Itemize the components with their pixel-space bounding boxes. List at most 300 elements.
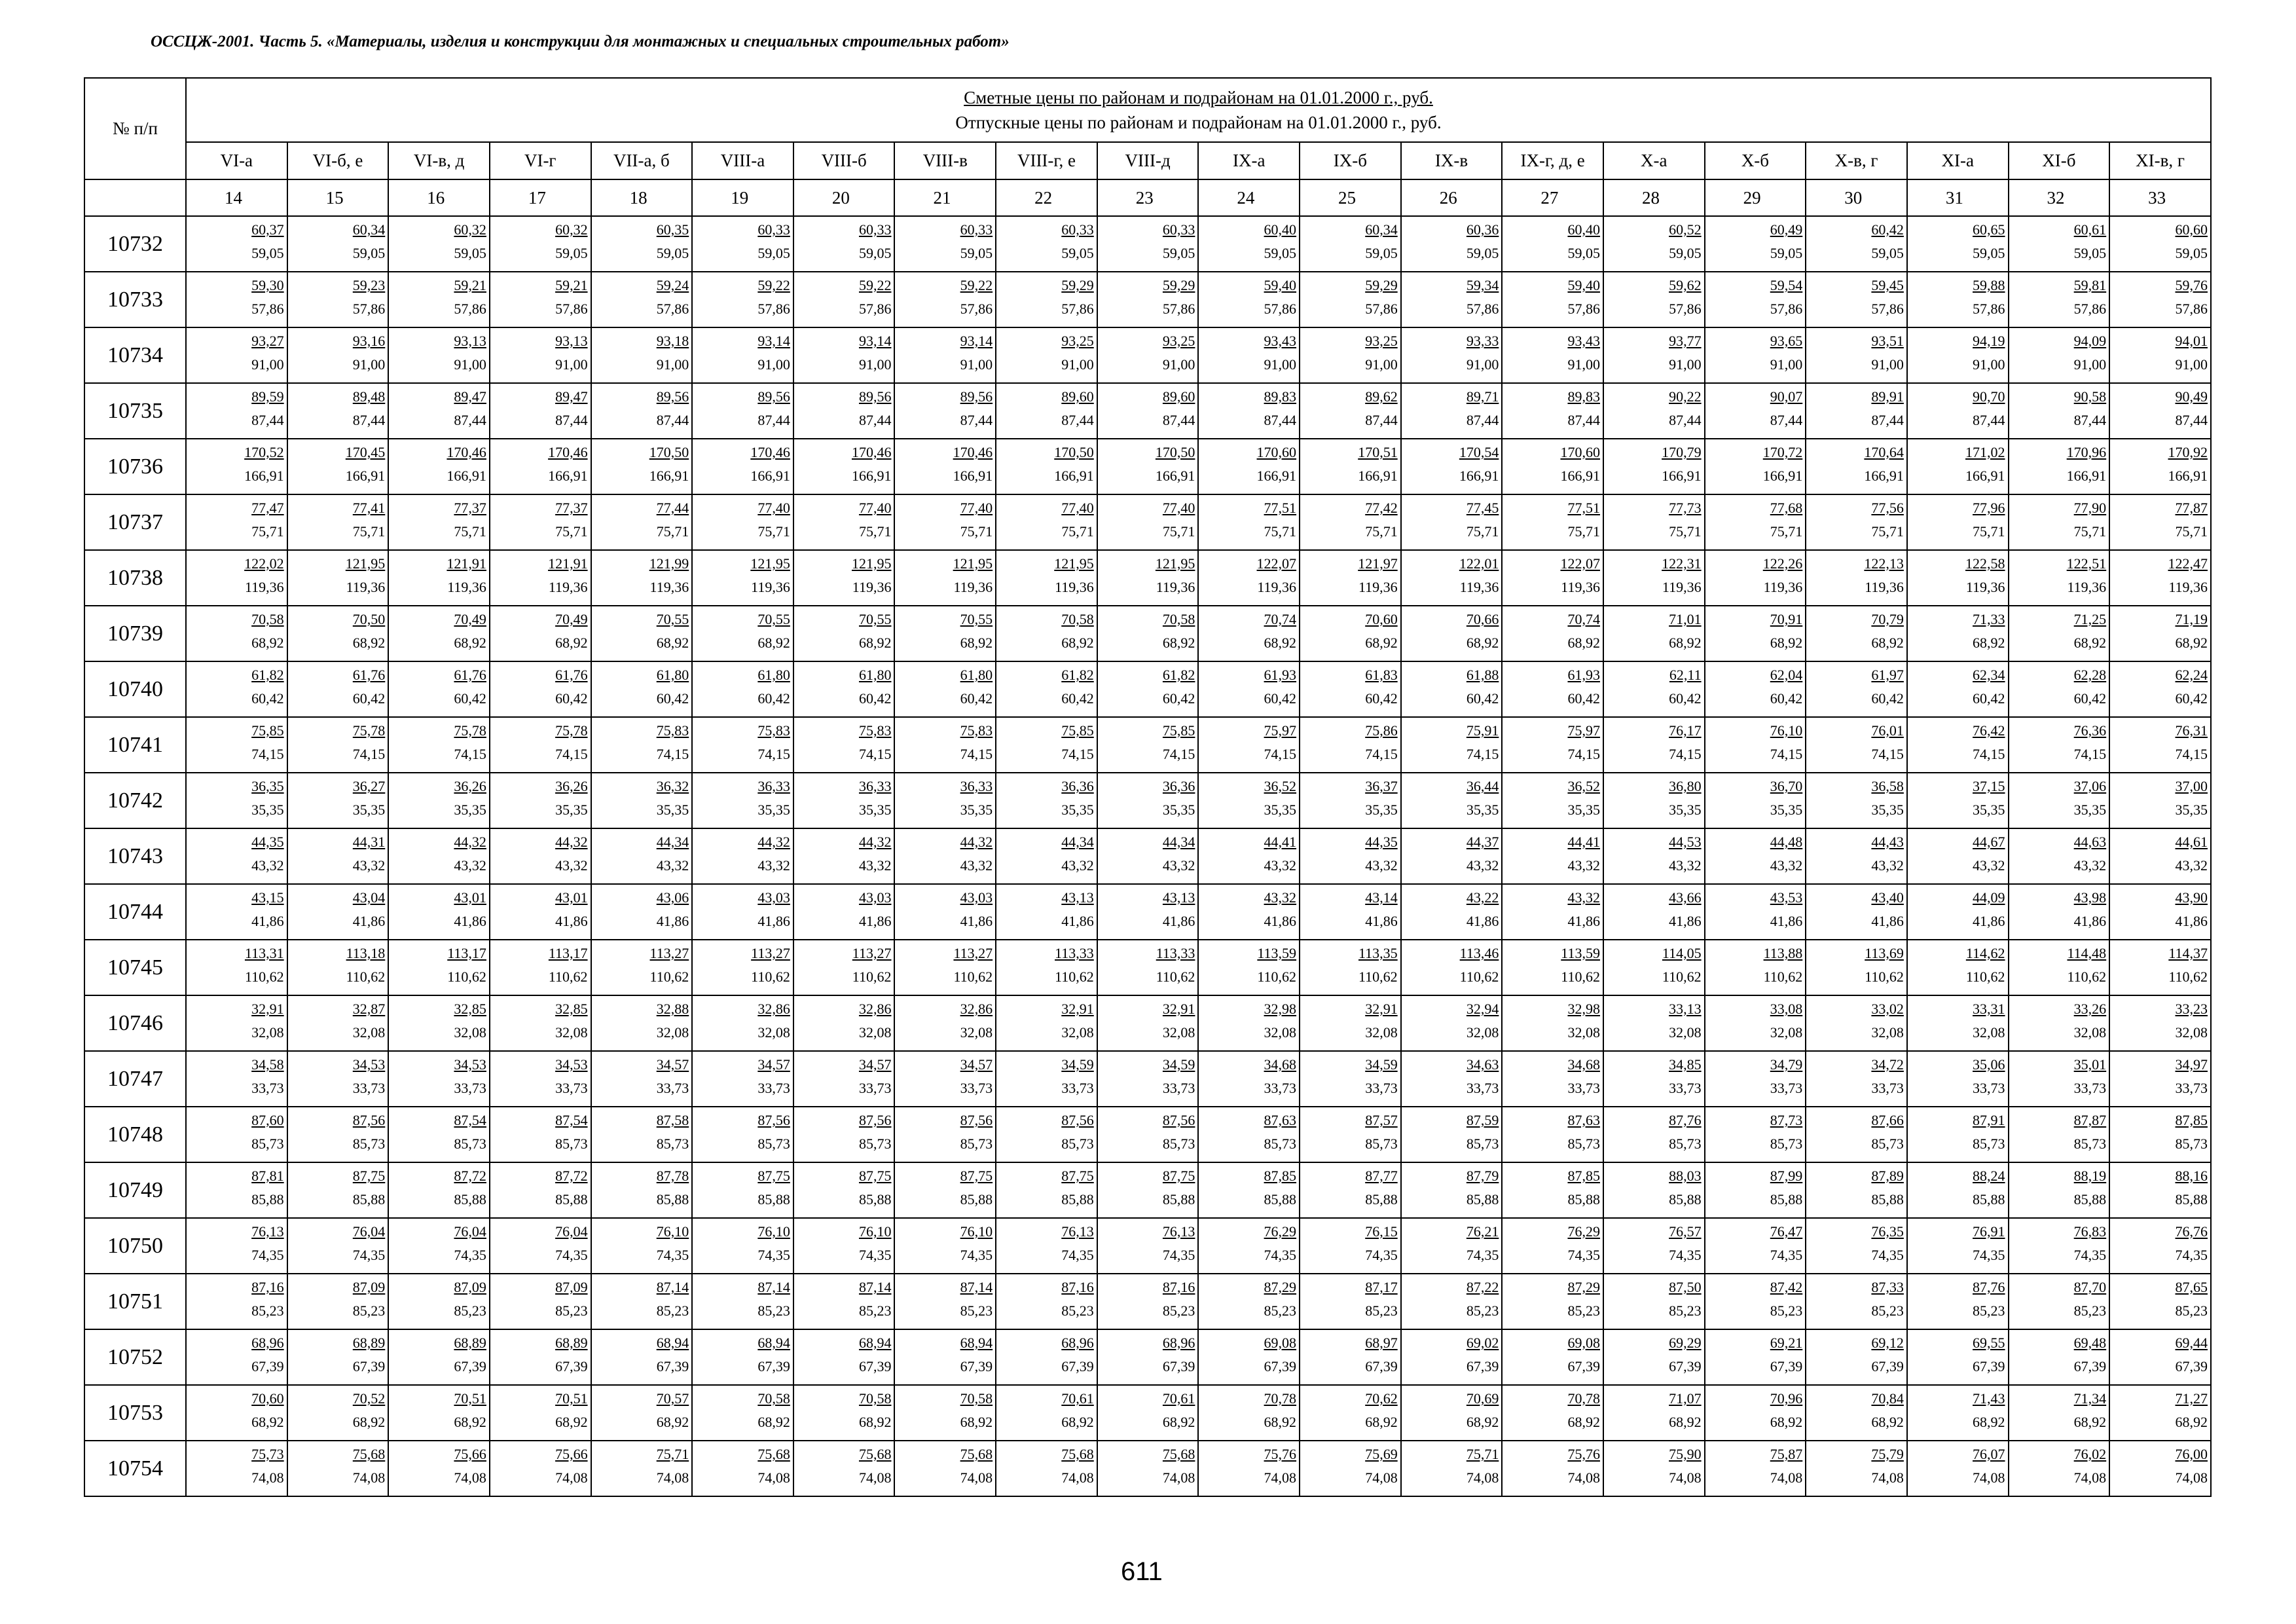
price-cell [1806,439,1907,494]
price-cell [1300,717,1401,773]
estimated-price: 70,55 [858,611,892,627]
estimated-price: 70,58 [858,1390,892,1407]
price-cell [2009,1274,2110,1329]
price-cell [793,1274,895,1329]
price-cell [591,439,693,494]
release-price: 68,92 [1365,1414,1398,1430]
price-cell [1198,884,1300,940]
price-cell [1705,717,1806,773]
estimated-price: 68,89 [454,1335,486,1351]
release-price: 119,36 [1763,579,1803,595]
release-price: 43,32 [352,857,386,874]
price-cell [793,661,895,717]
estimated-price: 33,31 [1973,1001,2005,1017]
estimated-price: 90,22 [1669,388,1702,405]
price-cell [1603,940,1705,995]
price-cell [692,272,793,327]
estimated-price: 76,04 [454,1223,486,1240]
release-price: 60,42 [1162,690,1195,707]
release-price: 91,00 [1973,356,2005,373]
price-cell [287,272,389,327]
region-header: XI-а [1907,142,2009,179]
release-price: 110,62 [751,969,790,985]
price-cell [793,494,895,550]
price-cell [490,216,591,272]
estimated-price: 87,72 [454,1168,486,1184]
table-row [84,940,2211,995]
price-cell [1198,327,1300,383]
estimated-price: 32,91 [251,1001,284,1017]
region-header: X-б [1705,142,1806,179]
release-price: 85,88 [251,1191,284,1208]
estimated-price: 59,88 [1973,277,2005,293]
estimated-price: 43,03 [858,889,892,906]
release-price: 74,35 [960,1247,993,1263]
estimated-price: 93,18 [656,333,689,349]
item-code: 10743 [84,828,186,884]
release-price: 41,86 [1466,913,1499,929]
price-cell [186,940,287,995]
release-price: 166,91 [1155,468,1195,484]
price-cell [1705,828,1806,884]
release-price: 119,36 [1257,579,1297,595]
price-cell [1705,550,1806,606]
price-cell [1097,1329,1199,1385]
release-price: 119,36 [2067,579,2107,595]
price-cell [287,884,389,940]
release-price: 87,44 [2175,412,2208,428]
column-number: 28 [1603,179,1705,216]
price-cell [1806,550,1907,606]
region-header: VIII-а [692,142,793,179]
price-cell [1603,1329,1705,1385]
price-cell [1198,439,1300,494]
price-cell [1401,717,1503,773]
table-title [186,78,2211,142]
release-price: 74,35 [1567,1247,1600,1263]
estimated-price: 36,32 [656,778,689,794]
price-cell [186,1162,287,1218]
release-price: 32,08 [2073,1024,2107,1041]
estimated-price: 43,01 [555,889,588,906]
release-price: 41,86 [2073,913,2107,929]
release-price: 110,62 [244,969,284,985]
item-code: 10734 [84,327,186,383]
release-price: 68,92 [858,635,892,651]
price-cell [1300,606,1401,661]
release-price: 85,73 [454,1135,486,1152]
price-cell [1705,327,1806,383]
price-cell [2009,1218,2110,1274]
price-cell [1806,1274,1907,1329]
estimated-price: 93,13 [454,333,486,349]
price-cell [287,940,389,995]
price-cell [1806,884,1907,940]
estimated-price: 77,45 [1466,500,1499,516]
price-cell [1198,1218,1300,1274]
price-cell [388,1385,490,1441]
release-price: 32,08 [251,1024,284,1041]
price-cell [186,494,287,550]
release-price: 119,36 [953,579,993,595]
estimated-price: 36,80 [1669,778,1702,794]
price-cell [793,1441,895,1496]
estimated-price: 60,36 [1466,221,1499,238]
price-cell [1502,272,1603,327]
estimated-price: 93,43 [1567,333,1600,349]
estimated-price: 59,81 [2073,277,2107,293]
price-cell [1300,940,1401,995]
release-price: 57,86 [555,301,588,317]
estimated-price: 170,46 [750,444,790,460]
estimated-price: 37,06 [2073,778,2107,794]
estimated-price: 170,50 [1054,444,1094,460]
estimated-price: 61,76 [555,667,588,683]
estimated-price: 93,77 [1669,333,1702,349]
price-cell [490,1051,591,1107]
estimated-price: 76,29 [1264,1223,1297,1240]
price-cell [1907,1441,2009,1496]
table-row [84,606,2211,661]
estimated-price: 34,57 [960,1056,993,1073]
price-cell [1705,272,1806,327]
estimated-price: 77,37 [555,500,588,516]
estimated-price: 122,58 [1965,555,2005,572]
estimated-price: 75,66 [555,1446,588,1462]
price-cell [1705,1441,1806,1496]
item-code: 10742 [84,773,186,828]
estimated-price: 43,53 [1770,889,1803,906]
estimated-price: 87,75 [1162,1168,1195,1184]
release-price: 166,91 [1864,468,1904,484]
price-cell [996,1329,1097,1385]
estimated-price: 76,04 [352,1223,386,1240]
estimated-price: 70,78 [1567,1390,1600,1407]
estimated-price: 43,22 [1466,889,1499,906]
estimated-price: 76,13 [251,1223,284,1240]
price-cell [1806,995,1907,1051]
estimated-price: 70,78 [1264,1390,1297,1407]
price-cell [793,884,895,940]
estimated-price: 32,88 [656,1001,689,1017]
price-cell [591,606,693,661]
price-cell [591,1218,693,1274]
table-row [84,773,2211,828]
estimated-price: 75,78 [352,722,386,739]
release-price: 43,32 [1162,857,1195,874]
region-header: VI-а [186,142,287,179]
release-price: 60,42 [454,690,486,707]
release-price: 110,62 [1965,969,2005,985]
price-cell [996,272,1097,327]
release-price: 119,36 [548,579,588,595]
price-cell [894,439,996,494]
price-cell [1806,773,1907,828]
estimated-price: 75,76 [1264,1446,1297,1462]
release-price: 33,73 [352,1080,386,1096]
estimated-price: 87,85 [2175,1112,2208,1128]
price-cell [1705,1385,1806,1441]
price-cell [1401,773,1503,828]
release-price: 74,35 [2073,1247,2107,1263]
price-cell [1502,995,1603,1051]
price-cell [1097,1107,1199,1162]
release-price: 74,15 [1669,746,1702,762]
column-number: 22 [996,179,1097,216]
page-number: 611 [1121,1557,1163,1586]
estimated-price: 75,71 [656,1446,689,1462]
estimated-price: 93,27 [251,333,284,349]
price-cell [996,717,1097,773]
price-cell [1300,439,1401,494]
estimated-price: 76,15 [1365,1223,1398,1240]
estimated-price: 121,95 [345,555,386,572]
release-price: 91,00 [1669,356,1702,373]
price-cell [1097,439,1199,494]
estimated-price: 68,89 [555,1335,588,1351]
release-price: 57,86 [858,301,892,317]
estimated-price: 70,49 [555,611,588,627]
estimated-price: 170,50 [1155,444,1195,460]
column-number: 21 [894,179,996,216]
price-cell [1603,550,1705,606]
release-price: 60,42 [858,690,892,707]
release-price: 74,08 [352,1469,386,1486]
release-price: 74,08 [757,1469,790,1486]
release-price: 32,08 [555,1024,588,1041]
release-price: 85,73 [2073,1135,2107,1152]
release-price: 85,88 [1466,1191,1499,1208]
release-price: 74,15 [1061,746,1094,762]
price-cell [2009,940,2110,995]
price-cell [490,327,591,383]
table-row [84,327,2211,383]
estimated-price: 87,87 [2073,1112,2107,1128]
release-price: 57,86 [1466,301,1499,317]
estimated-price: 60,33 [1162,221,1195,238]
estimated-price: 76,76 [2175,1223,2208,1240]
release-price: 74,35 [1770,1247,1803,1263]
estimated-price: 75,91 [1466,722,1499,739]
release-price: 68,92 [1669,1414,1702,1430]
release-price: 110,62 [649,969,689,985]
region-header: X-а [1603,142,1705,179]
price-cell [2009,828,2110,884]
price-cell [793,606,895,661]
estimated-price: 75,90 [1669,1446,1702,1462]
price-cell [894,1329,996,1385]
price-cell [793,940,895,995]
release-price: 85,23 [1770,1302,1803,1319]
estimated-price: 170,92 [2168,444,2208,460]
price-cell [1806,661,1907,717]
release-price: 85,23 [858,1302,892,1319]
price-cell [793,995,895,1051]
estimated-price: 89,83 [1567,388,1600,405]
estimated-price: 59,22 [757,277,790,293]
price-cell [591,216,693,272]
price-cell [186,216,287,272]
estimated-price: 87,79 [1466,1168,1499,1184]
price-cell [1907,1274,2009,1329]
estimated-price: 33,26 [2073,1001,2107,1017]
estimated-price-title: Сметные цены по районам и подрайонам на 01.01.2000 г., руб. [964,88,1433,107]
release-price: 85,23 [454,1302,486,1319]
price-cell [1502,327,1603,383]
price-cell [1907,828,2009,884]
estimated-price: 76,17 [1669,722,1702,739]
estimated-price: 36,26 [555,778,588,794]
price-cell [1300,661,1401,717]
estimated-price: 36,37 [1365,778,1398,794]
price-cell [1401,1385,1503,1441]
release-price: 87,44 [352,412,386,428]
estimated-price: 34,79 [1770,1056,1803,1073]
estimated-price: 87,29 [1567,1279,1600,1295]
release-price: 110,62 [1865,969,1904,985]
release-price: 119,36 [751,579,790,595]
price-cell [1198,606,1300,661]
estimated-price: 87,16 [251,1279,284,1295]
release-price: 32,08 [2175,1024,2208,1041]
price-cell [996,439,1097,494]
price-cell [2109,272,2211,327]
region-header: XI-в, г [2109,142,2211,179]
estimated-price: 87,09 [352,1279,386,1295]
release-price: 85,73 [1871,1135,1904,1152]
release-price: 75,71 [1669,523,1702,540]
release-price: 60,42 [1669,690,1702,707]
estimated-price: 77,42 [1365,500,1398,516]
price-cell [1907,383,2009,439]
estimated-price: 59,21 [555,277,588,293]
release-price: 41,86 [1871,913,1904,929]
release-price: 87,44 [858,412,892,428]
release-price: 32,08 [757,1024,790,1041]
release-price: 85,73 [656,1135,689,1152]
release-price: 33,73 [1871,1080,1904,1096]
table-row [84,1385,2211,1441]
price-cell [287,550,389,606]
release-price: 166,91 [649,468,689,484]
release-price: 43,32 [1264,857,1297,874]
price-cell [186,383,287,439]
price-cell [1603,828,1705,884]
price-cell [1198,1441,1300,1496]
estimated-price: 88,24 [1973,1168,2005,1184]
release-price: 32,08 [1162,1024,1195,1041]
estimated-price: 87,29 [1264,1279,1297,1295]
price-cell [2109,828,2211,884]
release-price: 33,73 [858,1080,892,1096]
release-price: 75,71 [1061,523,1094,540]
estimated-price: 75,68 [352,1446,386,1462]
price-cell [1806,828,1907,884]
estimated-price: 34,85 [1669,1056,1702,1073]
estimated-price: 170,50 [649,444,689,460]
estimated-price: 43,03 [960,889,993,906]
price-cell [287,439,389,494]
price-cell [1806,1218,1907,1274]
price-cell [490,1218,591,1274]
release-price: 59,05 [858,245,892,261]
price-cell [591,272,693,327]
price-cell [1097,995,1199,1051]
release-price: 87,44 [555,412,588,428]
release-price: 41,86 [1770,913,1803,929]
price-cell [692,383,793,439]
estimated-price: 87,09 [454,1279,486,1295]
price-cell [1300,1051,1401,1107]
estimated-price: 36,52 [1264,778,1297,794]
estimated-price: 44,35 [1365,834,1398,850]
estimated-price: 89,47 [555,388,588,405]
estimated-price: 77,44 [656,500,689,516]
price-cell [1502,1162,1603,1218]
price-cell [692,439,793,494]
estimated-price: 60,52 [1669,221,1702,238]
column-number: 32 [2009,179,2110,216]
price-cell [2009,1107,2110,1162]
price-cell [1603,1441,1705,1496]
estimated-price: 59,76 [2175,277,2208,293]
release-price: 85,73 [858,1135,892,1152]
estimated-price: 170,51 [1358,444,1398,460]
price-cell [996,884,1097,940]
price-cell [1300,1218,1401,1274]
release-price: 75,71 [656,523,689,540]
release-price: 32,08 [1567,1024,1600,1041]
price-cell [186,439,287,494]
estimated-price: 113,17 [447,945,486,961]
release-price: 59,05 [454,245,486,261]
price-cell [186,327,287,383]
price-cell [1907,1162,2009,1218]
release-price: 32,08 [656,1024,689,1041]
release-price: 110,62 [2067,969,2107,985]
price-cell [1705,606,1806,661]
estimated-price: 87,78 [656,1168,689,1184]
estimated-price: 36,26 [454,778,486,794]
price-cell [1603,1385,1705,1441]
release-price: 59,05 [555,245,588,261]
price-cell [186,1051,287,1107]
estimated-price: 70,58 [960,1390,993,1407]
release-price: 33,73 [251,1080,284,1096]
release-price: 59,05 [757,245,790,261]
price-cell [1907,773,2009,828]
price-cell [186,1107,287,1162]
price-cell [287,1162,389,1218]
price-cell [692,1218,793,1274]
release-price: 87,44 [251,412,284,428]
price-cell [894,773,996,828]
estimated-price: 60,65 [1973,221,2005,238]
price-cell [2109,661,2211,717]
price-cell [591,1051,693,1107]
release-price: 75,71 [1973,523,2005,540]
estimated-price: 68,96 [1061,1335,1094,1351]
estimated-price: 89,71 [1466,388,1499,405]
estimated-price: 34,97 [2175,1056,2208,1073]
estimated-price: 60,33 [757,221,790,238]
price-cell [287,1218,389,1274]
region-header-row [84,142,2211,179]
column-number: 23 [1097,179,1199,216]
price-cell [1198,1385,1300,1441]
release-price: 119,36 [447,579,486,595]
estimated-price: 76,01 [1871,722,1904,739]
